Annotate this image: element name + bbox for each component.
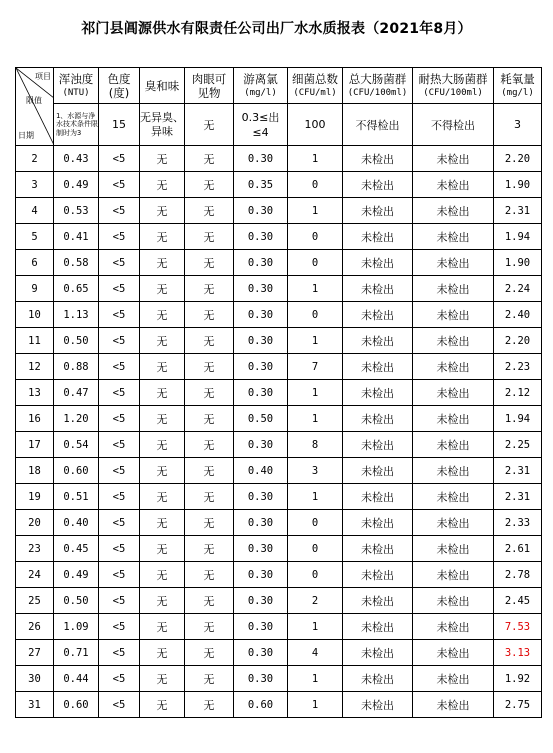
cell-chlorine: 0.30	[234, 276, 288, 302]
cell-thermo-coliform: 未检出	[413, 458, 494, 484]
cell-date: 2	[16, 146, 54, 172]
cell-coliform: 未检出	[343, 666, 413, 692]
cell-date: 24	[16, 562, 54, 588]
cell-turbidity: 0.47	[54, 380, 99, 406]
cell-date: 11	[16, 328, 54, 354]
cell-date: 20	[16, 510, 54, 536]
cell-coliform: 未检出	[343, 484, 413, 510]
cell-turbidity: 1.20	[54, 406, 99, 432]
col-header-turbidity: 浑浊度 (NTU)	[54, 68, 99, 104]
cell-coliform: 未检出	[343, 276, 413, 302]
cell-oxygen: 1.90	[494, 250, 542, 276]
cell-coliform: 未检出	[343, 146, 413, 172]
cell-color: <5	[99, 614, 140, 640]
cell-odor: 无	[140, 328, 185, 354]
cell-bacteria: 1	[288, 328, 343, 354]
cell-date: 25	[16, 588, 54, 614]
cell-visible: 无	[185, 198, 234, 224]
col-header-visible: 肉眼可 见物	[185, 68, 234, 104]
col-header-coliform: 总大肠菌群 (CFU/100ml)	[343, 68, 413, 104]
cell-thermo-coliform: 未检出	[413, 588, 494, 614]
limit-turbidity-note: 1、水源与净水技术条件限制时为3	[54, 104, 99, 146]
cell-thermo-coliform: 未检出	[413, 614, 494, 640]
cell-odor: 无	[140, 510, 185, 536]
cell-bacteria: 1	[288, 198, 343, 224]
cell-bacteria: 1	[288, 614, 343, 640]
cell-thermo-coliform: 未检出	[413, 640, 494, 666]
cell-chlorine: 0.30	[234, 224, 288, 250]
limit-chlorine: 0.3≤出≤4	[234, 104, 288, 146]
corner-date-label: 日期	[18, 131, 34, 140]
cell-color: <5	[99, 640, 140, 666]
cell-bacteria: 1	[288, 692, 343, 718]
table-row	[16, 562, 542, 588]
cell-oxygen: 2.31	[494, 198, 542, 224]
cell-color: <5	[99, 510, 140, 536]
cell-color: <5	[99, 562, 140, 588]
cell-visible: 无	[185, 510, 234, 536]
cell-color: <5	[99, 172, 140, 198]
cell-bacteria: 0	[288, 172, 343, 198]
cell-bacteria: 1	[288, 146, 343, 172]
cell-bacteria: 1	[288, 276, 343, 302]
cell-turbidity: 0.65	[54, 276, 99, 302]
cell-bacteria: 7	[288, 354, 343, 380]
cell-thermo-coliform: 未检出	[413, 224, 494, 250]
cell-thermo-coliform: 未检出	[413, 172, 494, 198]
col-header-oxygen: 耗氧量 (mg/l)	[494, 68, 542, 104]
cell-coliform: 未检出	[343, 328, 413, 354]
cell-coliform: 未检出	[343, 354, 413, 380]
col-header-odor: 臭和味	[140, 68, 185, 104]
cell-coliform: 未检出	[343, 432, 413, 458]
table-row	[16, 692, 542, 718]
cell-date: 26	[16, 614, 54, 640]
cell-bacteria: 8	[288, 432, 343, 458]
cell-thermo-coliform: 未检出	[413, 198, 494, 224]
cell-color: <5	[99, 536, 140, 562]
cell-odor: 无	[140, 536, 185, 562]
table-row	[16, 250, 542, 276]
cell-bacteria: 4	[288, 640, 343, 666]
cell-odor: 无	[140, 198, 185, 224]
cell-odor: 无	[140, 588, 185, 614]
table-row	[16, 666, 542, 692]
cell-turbidity: 0.54	[54, 432, 99, 458]
cell-chlorine: 0.30	[234, 250, 288, 276]
cell-thermo-coliform: 未检出	[413, 536, 494, 562]
cell-coliform: 未检出	[343, 614, 413, 640]
cell-bacteria: 1	[288, 484, 343, 510]
cell-turbidity: 0.50	[54, 588, 99, 614]
cell-thermo-coliform: 未检出	[413, 250, 494, 276]
cell-coliform: 未检出	[343, 250, 413, 276]
table-row	[16, 432, 542, 458]
cell-chlorine: 0.30	[234, 198, 288, 224]
table-row	[16, 380, 542, 406]
cell-date: 19	[16, 484, 54, 510]
cell-coliform: 未检出	[343, 588, 413, 614]
cell-date: 30	[16, 666, 54, 692]
table-row	[16, 224, 542, 250]
cell-bacteria: 1	[288, 406, 343, 432]
cell-oxygen: 2.45	[494, 588, 542, 614]
cell-date: 27	[16, 640, 54, 666]
cell-visible: 无	[185, 328, 234, 354]
cell-oxygen: 2.31	[494, 458, 542, 484]
limit-row	[16, 104, 542, 146]
cell-bacteria: 0	[288, 302, 343, 328]
cell-oxygen: 2.24	[494, 276, 542, 302]
cell-oxygen: 3.13	[494, 640, 542, 666]
cell-date: 18	[16, 458, 54, 484]
cell-chlorine: 0.30	[234, 588, 288, 614]
cell-chlorine: 0.30	[234, 146, 288, 172]
cell-coliform: 未检出	[343, 562, 413, 588]
cell-visible: 无	[185, 666, 234, 692]
cell-turbidity: 0.60	[54, 692, 99, 718]
cell-odor: 无	[140, 640, 185, 666]
cell-odor: 无	[140, 276, 185, 302]
cell-visible: 无	[185, 432, 234, 458]
limit-thermo-coliform: 不得检出	[413, 104, 494, 146]
cell-visible: 无	[185, 302, 234, 328]
cell-oxygen: 2.20	[494, 328, 542, 354]
cell-chlorine: 0.30	[234, 432, 288, 458]
cell-color: <5	[99, 224, 140, 250]
cell-chlorine: 0.30	[234, 614, 288, 640]
cell-oxygen: 7.53	[494, 614, 542, 640]
table-row	[16, 484, 542, 510]
cell-visible: 无	[185, 562, 234, 588]
cell-odor: 无	[140, 562, 185, 588]
cell-odor: 无	[140, 614, 185, 640]
cell-oxygen: 2.75	[494, 692, 542, 718]
cell-turbidity: 1.09	[54, 614, 99, 640]
cell-coliform: 未检出	[343, 406, 413, 432]
cell-thermo-coliform: 未检出	[413, 484, 494, 510]
cell-thermo-coliform: 未检出	[413, 406, 494, 432]
cell-oxygen: 2.23	[494, 354, 542, 380]
cell-oxygen: 2.12	[494, 380, 542, 406]
corner-limit-label: 限值	[26, 96, 42, 105]
cell-odor: 无	[140, 250, 185, 276]
table-row	[16, 458, 542, 484]
cell-turbidity: 0.40	[54, 510, 99, 536]
cell-turbidity: 0.88	[54, 354, 99, 380]
corner-item-label: 项目	[35, 72, 51, 81]
cell-turbidity: 0.43	[54, 146, 99, 172]
cell-date: 4	[16, 198, 54, 224]
cell-odor: 无	[140, 484, 185, 510]
col-header-thermo-coliform: 耐热大肠菌群 (CFU/100ml)	[413, 68, 494, 104]
cell-chlorine: 0.30	[234, 328, 288, 354]
cell-color: <5	[99, 666, 140, 692]
limit-odor: 无异臭、异味	[140, 104, 185, 146]
table-row	[16, 328, 542, 354]
water-quality-table	[15, 67, 542, 718]
cell-oxygen: 2.25	[494, 432, 542, 458]
cell-odor: 无	[140, 692, 185, 718]
cell-odor: 无	[140, 302, 185, 328]
corner-header-cell	[16, 68, 54, 146]
cell-thermo-coliform: 未检出	[413, 692, 494, 718]
cell-thermo-coliform: 未检出	[413, 380, 494, 406]
cell-chlorine: 0.30	[234, 536, 288, 562]
cell-oxygen: 2.40	[494, 302, 542, 328]
table-row	[16, 146, 542, 172]
cell-oxygen: 1.92	[494, 666, 542, 692]
cell-visible: 无	[185, 588, 234, 614]
cell-chlorine: 0.40	[234, 458, 288, 484]
cell-thermo-coliform: 未检出	[413, 276, 494, 302]
cell-color: <5	[99, 484, 140, 510]
cell-date: 9	[16, 276, 54, 302]
table-row	[16, 302, 542, 328]
cell-chlorine: 0.35	[234, 172, 288, 198]
cell-color: <5	[99, 432, 140, 458]
cell-odor: 无	[140, 458, 185, 484]
table-row	[16, 276, 542, 302]
cell-turbidity: 0.49	[54, 562, 99, 588]
cell-date: 16	[16, 406, 54, 432]
cell-bacteria: 0	[288, 510, 343, 536]
table-row	[16, 406, 542, 432]
table-row	[16, 510, 542, 536]
cell-chlorine: 0.50	[234, 406, 288, 432]
cell-chlorine: 0.30	[234, 666, 288, 692]
cell-thermo-coliform: 未检出	[413, 432, 494, 458]
cell-chlorine: 0.30	[234, 640, 288, 666]
cell-odor: 无	[140, 432, 185, 458]
cell-coliform: 未检出	[343, 302, 413, 328]
cell-odor: 无	[140, 172, 185, 198]
cell-oxygen: 2.61	[494, 536, 542, 562]
cell-color: <5	[99, 588, 140, 614]
header-row	[16, 68, 542, 104]
cell-thermo-coliform: 未检出	[413, 562, 494, 588]
cell-turbidity: 0.50	[54, 328, 99, 354]
limit-color: 15	[99, 104, 140, 146]
col-header-color: 色度 (度)	[99, 68, 140, 104]
limit-oxygen: 3	[494, 104, 542, 146]
cell-color: <5	[99, 276, 140, 302]
cell-chlorine: 0.30	[234, 380, 288, 406]
cell-oxygen: 2.31	[494, 484, 542, 510]
cell-bacteria: 0	[288, 536, 343, 562]
cell-chlorine: 0.30	[234, 302, 288, 328]
table-row	[16, 640, 542, 666]
cell-turbidity: 1.13	[54, 302, 99, 328]
cell-bacteria: 1	[288, 666, 343, 692]
cell-turbidity: 0.58	[54, 250, 99, 276]
cell-chlorine: 0.30	[234, 354, 288, 380]
cell-coliform: 未检出	[343, 458, 413, 484]
cell-bacteria: 1	[288, 380, 343, 406]
cell-coliform: 未检出	[343, 640, 413, 666]
cell-visible: 无	[185, 406, 234, 432]
cell-turbidity: 0.41	[54, 224, 99, 250]
cell-bacteria: 3	[288, 458, 343, 484]
cell-turbidity: 0.51	[54, 484, 99, 510]
cell-color: <5	[99, 198, 140, 224]
cell-oxygen: 2.20	[494, 146, 542, 172]
cell-oxygen: 1.94	[494, 224, 542, 250]
cell-turbidity: 0.60	[54, 458, 99, 484]
cell-odor: 无	[140, 380, 185, 406]
cell-visible: 无	[185, 250, 234, 276]
cell-date: 6	[16, 250, 54, 276]
cell-visible: 无	[185, 172, 234, 198]
cell-turbidity: 0.44	[54, 666, 99, 692]
cell-chlorine: 0.30	[234, 510, 288, 536]
cell-color: <5	[99, 354, 140, 380]
cell-date: 3	[16, 172, 54, 198]
cell-visible: 无	[185, 640, 234, 666]
cell-color: <5	[99, 692, 140, 718]
table-row	[16, 614, 542, 640]
cell-thermo-coliform: 未检出	[413, 510, 494, 536]
cell-oxygen: 1.94	[494, 406, 542, 432]
cell-turbidity: 0.53	[54, 198, 99, 224]
cell-coliform: 未检出	[343, 198, 413, 224]
cell-color: <5	[99, 146, 140, 172]
cell-color: <5	[99, 250, 140, 276]
cell-visible: 无	[185, 146, 234, 172]
cell-bacteria: 0	[288, 224, 343, 250]
cell-coliform: 未检出	[343, 510, 413, 536]
cell-color: <5	[99, 458, 140, 484]
cell-turbidity: 0.71	[54, 640, 99, 666]
cell-oxygen: 1.90	[494, 172, 542, 198]
cell-coliform: 未检出	[343, 172, 413, 198]
cell-coliform: 未检出	[343, 224, 413, 250]
cell-turbidity: 0.45	[54, 536, 99, 562]
table-body	[16, 68, 542, 718]
cell-date: 23	[16, 536, 54, 562]
cell-thermo-coliform: 未检出	[413, 328, 494, 354]
cell-turbidity: 0.49	[54, 172, 99, 198]
cell-visible: 无	[185, 276, 234, 302]
cell-coliform: 未检出	[343, 536, 413, 562]
cell-visible: 无	[185, 354, 234, 380]
table-row	[16, 588, 542, 614]
cell-visible: 无	[185, 614, 234, 640]
cell-oxygen: 2.33	[494, 510, 542, 536]
cell-odor: 无	[140, 666, 185, 692]
cell-color: <5	[99, 406, 140, 432]
table-row	[16, 536, 542, 562]
cell-chlorine: 0.30	[234, 562, 288, 588]
cell-visible: 无	[185, 224, 234, 250]
cell-bacteria: 2	[288, 588, 343, 614]
cell-bacteria: 0	[288, 562, 343, 588]
cell-odor: 无	[140, 406, 185, 432]
table-row	[16, 354, 542, 380]
cell-thermo-coliform: 未检出	[413, 354, 494, 380]
limit-visible: 无	[185, 104, 234, 146]
report-title: 祁门县阊源供水有限责任公司出厂水水质报表（2021年8月）	[81, 21, 472, 37]
cell-visible: 无	[185, 536, 234, 562]
cell-chlorine: 0.30	[234, 484, 288, 510]
cell-chlorine: 0.60	[234, 692, 288, 718]
cell-bacteria: 0	[288, 250, 343, 276]
cell-color: <5	[99, 380, 140, 406]
cell-oxygen: 2.78	[494, 562, 542, 588]
cell-coliform: 未检出	[343, 380, 413, 406]
cell-coliform: 未检出	[343, 692, 413, 718]
cell-thermo-coliform: 未检出	[413, 302, 494, 328]
col-header-chlorine: 游离氯 (mg/l)	[234, 68, 288, 104]
cell-date: 10	[16, 302, 54, 328]
cell-date: 13	[16, 380, 54, 406]
cell-visible: 无	[185, 692, 234, 718]
cell-color: <5	[99, 302, 140, 328]
cell-thermo-coliform: 未检出	[413, 146, 494, 172]
cell-visible: 无	[185, 380, 234, 406]
limit-coliform: 不得检出	[343, 104, 413, 146]
col-header-bacteria: 细菌总数 (CFU/ml)	[288, 68, 343, 104]
cell-date: 5	[16, 224, 54, 250]
cell-visible: 无	[185, 484, 234, 510]
cell-odor: 无	[140, 146, 185, 172]
cell-date: 31	[16, 692, 54, 718]
cell-date: 12	[16, 354, 54, 380]
cell-date: 17	[16, 432, 54, 458]
cell-thermo-coliform: 未检出	[413, 666, 494, 692]
cell-odor: 无	[140, 354, 185, 380]
table-row	[16, 198, 542, 224]
limit-bacteria: 100	[288, 104, 343, 146]
table-row	[16, 172, 542, 198]
cell-odor: 无	[140, 224, 185, 250]
cell-color: <5	[99, 328, 140, 354]
cell-visible: 无	[185, 458, 234, 484]
